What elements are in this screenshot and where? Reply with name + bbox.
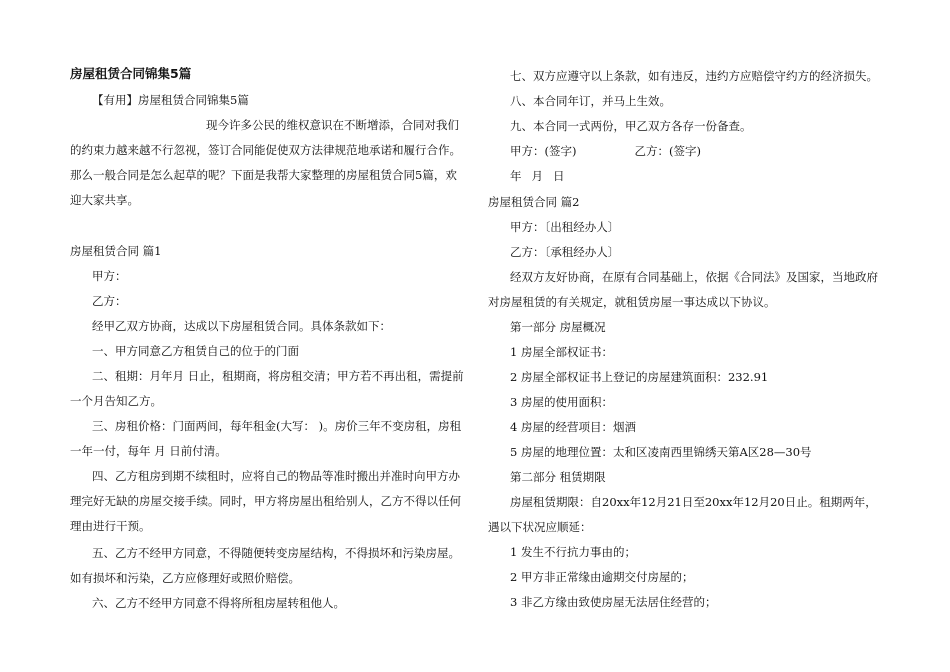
date-line <box>488 168 880 184</box>
term-line-1: 房屋租赁期限：自20xx年12月21日至20xx年12月20日止。租期两年， <box>510 495 877 509</box>
clause-6: 六、乙方不经甲方同意不得将所租房屋转租他人。 <box>92 596 345 610</box>
clause-4-line-1: 四、乙方租房到期不续租时，应将自己的物品等准时搬出并准时向甲方办 <box>92 469 460 483</box>
intro-line-2: 的约束力越来越不行忽视，签订合同能促使双方法律规范地承诺和履行合作。 <box>70 143 461 157</box>
extension-item-1: 1 发生不行抗力事由的； <box>510 545 636 559</box>
property-item-5: 5 房屋的地理位置：太和区凌南西里锦绣天第A区28—30号 <box>510 445 812 459</box>
section-heading-2: 房屋租赁合同 篇2 <box>488 195 580 209</box>
party-a-label: 甲方： <box>92 269 127 283</box>
clause-3-line-1: 三、房租价格：门面两间，每年租金(大写： )。房价三年不变房租，房租 <box>92 419 462 433</box>
part-2-heading: 第二部分 租赁期限 <box>510 470 606 484</box>
party-b-label: 乙方： <box>92 294 127 308</box>
lessor-label: 甲方：〔出租经办人〕 <box>510 220 620 234</box>
clause-1: 一、甲方同意乙方租赁自己的位于的门面 <box>92 344 299 358</box>
clause-2-line-2: 一个月告知乙方。 <box>70 394 162 408</box>
intro-line-3: 那么一般合同是怎么起草的呢？下面是我帮大家整理的房屋租赁合同5篇，欢 <box>70 168 457 182</box>
document-title: 房屋租赁合同锦集5篇 <box>70 66 192 81</box>
property-item-1: 1 房屋全部权证书： <box>510 345 613 359</box>
clause-4-line-3: 理由进行干预。 <box>70 519 151 533</box>
property-item-2: 2 房屋全部权证书上登记的房屋建筑面积：232.91 <box>510 370 769 384</box>
part-1-heading: 第一部分 房屋概况 <box>510 320 606 334</box>
date-month: 月 <box>531 169 543 183</box>
basis-line-1: 经双方友好协商，在原有合同基础上，依据《合同法》及国家，当地政府 <box>510 270 878 284</box>
clause-3-line-2: 一年一付，每年 月 日前付清。 <box>70 444 227 458</box>
agreement-paragraph: 经甲乙双方协商，达成以下房屋租赁合同。具体条款如下： <box>92 319 391 333</box>
term-line-2: 遇以下状况应顺延： <box>488 520 592 534</box>
basis-line-2: 对房屋租赁的有关规定，就租赁房屋一事达成以下协议。 <box>488 295 776 309</box>
extension-item-2: 2 甲方非正常缘由逾期交付房屋的； <box>510 570 694 584</box>
property-item-3: 3 房屋的使用面积： <box>510 395 613 409</box>
intro-line-1: 现今许多公民的维权意识在不断增添，合同对我们 <box>206 118 459 132</box>
date-day: 日 <box>553 169 565 183</box>
signature-party-b: 乙方：(签字) <box>634 144 701 158</box>
section-heading-1: 房屋租赁合同 篇1 <box>70 244 162 258</box>
signature-line <box>488 143 880 159</box>
clause-8: 八、本合同年订，并马上生效。 <box>510 94 671 108</box>
signature-party-a: 甲方：(签字) <box>510 144 577 158</box>
property-item-4: 4 房屋的经营项目：烟酒 <box>510 420 636 434</box>
clause-9: 九、本合同一式两份，甲乙双方各存一份备查。 <box>510 119 752 133</box>
document-subtitle: 【有用】房屋租赁合同锦集5篇 <box>92 93 249 107</box>
extension-item-3: 3 非乙方缘由致使房屋无法居住经营的； <box>510 595 717 609</box>
clause-4-line-2: 理完好无缺的房屋交接手续。同时，甲方将房屋出租给别人，乙方不得以任何 <box>70 494 461 508</box>
clause-5-line-1: 五、乙方不经甲方同意，不得随便转变房屋结构，不得损坏和污染房屋。 <box>92 546 460 560</box>
clause-2-line-1: 二、租期：月年月 日止，租期商，将房租交清；甲方若不再出租，需提前 <box>92 369 464 383</box>
lessee-label: 乙方：〔承租经办人〕 <box>510 245 620 259</box>
date-year: 年 <box>510 169 522 183</box>
intro-line-4: 迎大家共享。 <box>70 193 139 207</box>
clause-7: 七、双方应遵守以上条款，如有违反，违约方应赔偿守约方的经济损失。 <box>510 69 878 83</box>
clause-5-line-2: 如有损坏和污染，乙方应修理好或照价赔偿。 <box>70 571 300 585</box>
